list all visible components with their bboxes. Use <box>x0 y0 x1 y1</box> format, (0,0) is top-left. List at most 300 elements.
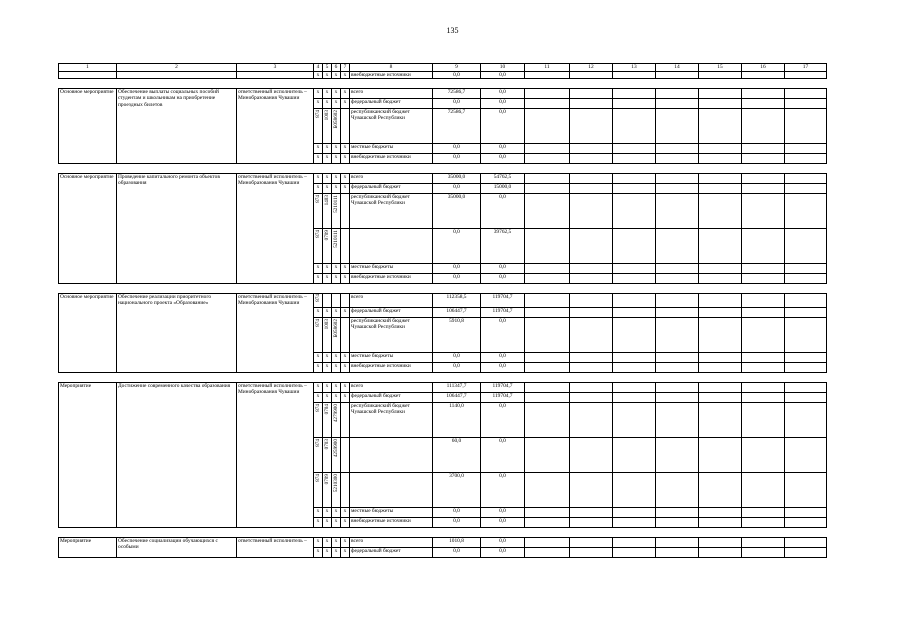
code-x: х <box>323 174 332 184</box>
empty-cell <box>332 294 341 308</box>
empty-cell <box>613 548 656 558</box>
code-x: х <box>323 99 332 109</box>
empty-cell <box>656 353 699 363</box>
funding-source: федеральный бюджет <box>350 308 433 318</box>
code-x: х <box>341 72 350 79</box>
code-x: х <box>323 184 332 194</box>
value-col9: 0,0 <box>433 548 481 558</box>
empty-cell <box>570 403 613 438</box>
value-col9: 0,0 <box>433 144 481 154</box>
empty-cell <box>613 99 656 109</box>
empty-cell <box>525 89 570 99</box>
value-col10: 0,0 <box>481 99 525 109</box>
empty-cell <box>570 109 613 144</box>
empty-cell <box>699 109 742 144</box>
budget-code-cell <box>323 318 332 353</box>
budget-code-cell <box>314 403 323 438</box>
empty-cell <box>570 393 613 403</box>
column-header: 16 <box>742 64 785 72</box>
empty-cell <box>613 229 656 264</box>
empty-cell <box>785 264 827 274</box>
code-x: х <box>323 538 332 548</box>
empty-cell <box>613 403 656 438</box>
funding-source: федеральный бюджет <box>350 548 433 558</box>
funding-source: всего <box>350 294 433 308</box>
empty-cell <box>570 438 613 473</box>
code-x: х <box>332 99 341 109</box>
value-col10: 39762,5 <box>481 229 525 264</box>
code-x: х <box>314 548 323 558</box>
empty-cell <box>699 363 742 373</box>
column-header: 4 <box>314 64 323 72</box>
code-x: х <box>332 508 341 518</box>
column-header: 6 <box>332 64 341 72</box>
empty-cell <box>742 264 785 274</box>
empty-cell <box>699 89 742 99</box>
empty-cell <box>525 294 570 308</box>
value-col10: 0,0 <box>481 403 525 438</box>
empty-cell <box>742 294 785 308</box>
value-col9: 1140,0 <box>433 403 481 438</box>
event-type: Мероприятие <box>59 538 117 558</box>
spacer-cell <box>59 528 827 538</box>
empty-cell <box>613 194 656 229</box>
empty-cell <box>613 72 656 79</box>
code-x: х <box>341 518 350 528</box>
budget-code-cell <box>314 473 323 508</box>
empty-cell <box>613 89 656 99</box>
budget-code-cell <box>332 229 341 264</box>
empty-cell <box>570 194 613 229</box>
empty-cell <box>742 363 785 373</box>
budget-code-cell <box>314 229 323 264</box>
value-col10: 0,0 <box>481 353 525 363</box>
empty-cell <box>570 518 613 528</box>
empty-cell <box>656 393 699 403</box>
empty-cell <box>742 184 785 194</box>
spacer-cell <box>59 79 827 89</box>
empty-cell <box>341 403 350 438</box>
funding-source: всего <box>350 383 433 393</box>
empty-cell <box>570 538 613 548</box>
code-x: х <box>341 184 350 194</box>
empty-cell <box>785 518 827 528</box>
empty-cell <box>699 154 742 164</box>
empty-cell <box>699 308 742 318</box>
empty-cell <box>656 264 699 274</box>
empty-cell <box>613 184 656 194</box>
empty-cell <box>656 548 699 558</box>
funding-source: местные бюджеты <box>350 353 433 363</box>
empty-cell <box>785 274 827 284</box>
empty-cell <box>117 72 237 79</box>
empty-cell <box>785 393 827 403</box>
empty-cell <box>699 383 742 393</box>
value-col9: 111347,7 <box>433 383 481 393</box>
value-col10: 0,0 <box>481 109 525 144</box>
code-x: х <box>341 538 350 548</box>
funding-source: республиканский бюджет Чувашской Республики <box>350 194 433 229</box>
table-row <box>59 89 827 99</box>
value-col10: 0,0 <box>481 264 525 274</box>
code-x: х <box>323 363 332 373</box>
budget-code: 4279900 <box>332 404 339 423</box>
budget-code-cell <box>314 438 323 473</box>
empty-cell <box>570 229 613 264</box>
column-header: 8 <box>350 64 433 72</box>
funding-source: местные бюджеты <box>350 508 433 518</box>
budget-code-cell <box>332 194 341 229</box>
value-col10: 54762,5 <box>481 174 525 184</box>
empty-cell <box>785 194 827 229</box>
empty-cell <box>656 194 699 229</box>
budget-code-cell <box>332 109 341 144</box>
empty-cell <box>323 294 332 308</box>
empty-cell <box>785 229 827 264</box>
code-x: х <box>314 99 323 109</box>
empty-cell <box>570 274 613 284</box>
empty-cell <box>613 154 656 164</box>
value-col9: 35000,0 <box>433 194 481 229</box>
code-x: х <box>323 393 332 403</box>
value-col10: 0,0 <box>481 72 525 79</box>
table-row <box>59 72 827 79</box>
value-col10: 119704,7 <box>481 308 525 318</box>
funding-source: местные бюджеты <box>350 264 433 274</box>
empty-cell <box>785 174 827 184</box>
empty-cell <box>742 518 785 528</box>
empty-cell <box>742 99 785 109</box>
code-x: х <box>323 518 332 528</box>
code-x: х <box>323 144 332 154</box>
table-row <box>59 538 827 548</box>
code-x: х <box>323 353 332 363</box>
empty-cell <box>613 294 656 308</box>
empty-cell <box>742 194 785 229</box>
value-col9: 106447,7 <box>433 308 481 318</box>
code-x: х <box>332 518 341 528</box>
budget-code-cell <box>332 403 341 438</box>
budget-code-cell <box>323 194 332 229</box>
empty-cell <box>570 308 613 318</box>
value-col9: 0,0 <box>433 154 481 164</box>
spacer-cell <box>59 373 827 383</box>
budget-code: Б058602 <box>332 110 339 129</box>
funding-source: внебюджетные источники <box>350 154 433 164</box>
empty-cell <box>525 99 570 109</box>
empty-cell <box>699 194 742 229</box>
funding-source <box>350 438 433 473</box>
empty-cell <box>341 318 350 353</box>
empty-cell <box>699 393 742 403</box>
value-col9: 60,0 <box>433 438 481 473</box>
empty-cell <box>785 318 827 353</box>
budget-code: 874 <box>314 230 321 238</box>
value-col10: 0,0 <box>481 144 525 154</box>
empty-cell <box>742 229 785 264</box>
empty-cell <box>570 72 613 79</box>
value-col9: 0,0 <box>433 229 481 264</box>
value-col9: 0,0 <box>433 353 481 363</box>
empty-cell <box>742 393 785 403</box>
budget-table <box>58 63 827 558</box>
spacer-cell <box>59 284 827 294</box>
code-x: х <box>341 353 350 363</box>
empty-cell <box>656 294 699 308</box>
budget-code: 874 <box>314 439 321 447</box>
empty-cell <box>699 184 742 194</box>
empty-cell <box>613 538 656 548</box>
empty-cell <box>785 548 827 558</box>
empty-cell <box>570 363 613 373</box>
budget-code-cell <box>323 403 332 438</box>
empty-cell <box>341 109 350 144</box>
code-x: х <box>332 144 341 154</box>
code-x: х <box>332 184 341 194</box>
empty-cell <box>785 508 827 518</box>
empty-cell <box>785 538 827 548</box>
funding-source: внебюджетные источники <box>350 363 433 373</box>
empty-cell <box>699 144 742 154</box>
value-col10: 0,0 <box>481 518 525 528</box>
empty-cell <box>525 353 570 363</box>
empty-cell <box>656 144 699 154</box>
code-x: х <box>332 274 341 284</box>
value-col10: 15000,0 <box>481 184 525 194</box>
empty-cell <box>656 154 699 164</box>
executor: ответственный исполнитель – Минобразования Чувашии <box>237 89 314 164</box>
empty-cell <box>570 548 613 558</box>
empty-cell <box>785 154 827 164</box>
funding-source: федеральный бюджет <box>350 393 433 403</box>
empty-cell <box>742 274 785 284</box>
column-header: 14 <box>656 64 699 72</box>
value-col9: 3700,0 <box>433 473 481 508</box>
event-name: Обеспечение реализации приоритетного национального проекта «Образование» <box>117 294 237 373</box>
budget-code: 5210111 <box>332 195 339 213</box>
empty-cell <box>699 473 742 508</box>
code-x: х <box>341 274 350 284</box>
empty-cell <box>525 174 570 184</box>
value-col9: 0,0 <box>433 508 481 518</box>
code-x: х <box>341 308 350 318</box>
value-col9: 112358,5 <box>433 294 481 308</box>
code-x: х <box>332 383 341 393</box>
empty-cell <box>785 383 827 393</box>
empty-cell <box>613 353 656 363</box>
empty-cell <box>742 508 785 518</box>
code-x: х <box>332 363 341 373</box>
empty-cell <box>656 538 699 548</box>
empty-cell <box>656 99 699 109</box>
executor: ответственный исполнитель – Минобразования Чувашии <box>237 383 314 528</box>
code-x: х <box>341 383 350 393</box>
funding-source: внебюджетные источники <box>350 518 433 528</box>
empty-cell <box>525 109 570 144</box>
funding-source <box>350 473 433 508</box>
empty-cell <box>699 174 742 184</box>
column-header: 10 <box>481 64 525 72</box>
value-col9: 0,0 <box>433 518 481 528</box>
empty-cell <box>785 99 827 109</box>
empty-cell <box>656 109 699 144</box>
code-x: х <box>341 548 350 558</box>
budget-code: 874 <box>314 404 321 412</box>
column-header: 13 <box>613 64 656 72</box>
code-x: х <box>314 383 323 393</box>
empty-cell <box>699 518 742 528</box>
funding-source: федеральный бюджет <box>350 99 433 109</box>
value-col10: 0,0 <box>481 154 525 164</box>
empty-cell <box>613 508 656 518</box>
budget-code-cell <box>314 194 323 229</box>
value-col9: 0,0 <box>433 363 481 373</box>
budget-code: 0709 <box>323 230 330 241</box>
code-x: х <box>314 72 323 79</box>
empty-cell <box>613 383 656 393</box>
code-x: х <box>341 154 350 164</box>
spacer-row <box>59 164 827 174</box>
code-x: х <box>332 174 341 184</box>
empty-cell <box>785 438 827 473</box>
empty-cell <box>525 473 570 508</box>
funding-source: всего <box>350 89 433 99</box>
code-x: х <box>314 184 323 194</box>
empty-cell <box>525 72 570 79</box>
empty-cell <box>785 89 827 99</box>
value-col10: 0,0 <box>481 508 525 518</box>
event-name: Достижение современного качества образования <box>117 383 237 528</box>
empty-cell <box>525 363 570 373</box>
funding-source <box>350 229 433 264</box>
budget-code: 0703 <box>323 439 330 450</box>
header-row <box>59 64 827 72</box>
value-col9: 0,0 <box>433 184 481 194</box>
empty-cell <box>742 89 785 99</box>
code-x: х <box>341 144 350 154</box>
empty-cell <box>570 99 613 109</box>
budget-code-cell <box>332 438 341 473</box>
spacer-row <box>59 528 827 538</box>
funding-source: всего <box>350 538 433 548</box>
code-x: х <box>341 89 350 99</box>
empty-cell <box>525 274 570 284</box>
value-col10: 0,0 <box>481 318 525 353</box>
budget-code: 874 <box>314 319 321 327</box>
code-x: х <box>332 393 341 403</box>
table-row <box>59 174 827 184</box>
event-type: Основное мероприятие <box>59 174 117 284</box>
value-col10: 119704,7 <box>481 393 525 403</box>
event-name: Обеспечение социализации обучающихся с особыми <box>117 538 237 558</box>
empty-cell <box>341 294 350 308</box>
value-col10: 0,0 <box>481 438 525 473</box>
empty-cell <box>742 154 785 164</box>
spacer-cell <box>59 164 827 174</box>
event-name: Проведение капитального ремонта объектов образования <box>117 174 237 284</box>
code-x: х <box>332 308 341 318</box>
code-x: х <box>341 264 350 274</box>
code-x: х <box>323 89 332 99</box>
empty-cell <box>699 508 742 518</box>
event-name: Обеспечение выплаты социальных пособий студентам и школьникам на приобретение проездных билетов <box>117 89 237 164</box>
code-x: х <box>323 264 332 274</box>
empty-cell <box>613 438 656 473</box>
spacer-row <box>59 373 827 383</box>
value-col9: 72586,7 <box>433 109 481 144</box>
budget-code: 1003 <box>323 319 330 330</box>
empty-cell <box>570 318 613 353</box>
column-header: 1 <box>59 64 117 72</box>
empty-cell <box>656 72 699 79</box>
empty-cell <box>525 229 570 264</box>
budget-code: 5210111 <box>332 230 339 248</box>
budget-code-cell <box>332 473 341 508</box>
spacer-row <box>59 79 827 89</box>
empty-cell <box>570 154 613 164</box>
empty-cell <box>525 508 570 518</box>
empty-cell <box>570 353 613 363</box>
empty-cell <box>742 353 785 363</box>
empty-cell <box>699 438 742 473</box>
empty-cell <box>570 89 613 99</box>
column-header: 9 <box>433 64 481 72</box>
value-col9: 0,0 <box>433 72 481 79</box>
code-x: х <box>314 174 323 184</box>
empty-cell <box>525 538 570 548</box>
code-x: х <box>314 274 323 284</box>
code-x: х <box>314 353 323 363</box>
column-header: 11 <box>525 64 570 72</box>
empty-cell <box>525 318 570 353</box>
empty-cell <box>525 144 570 154</box>
empty-cell <box>613 518 656 528</box>
value-col10: 0,0 <box>481 538 525 548</box>
empty-cell <box>570 294 613 308</box>
budget-code: 874 <box>314 110 321 118</box>
code-x: х <box>332 72 341 79</box>
value-col10: 119704,7 <box>481 294 525 308</box>
empty-cell <box>742 308 785 318</box>
code-x: х <box>323 308 332 318</box>
executor: ответственный исполнитель – <box>237 538 314 558</box>
code-x: х <box>314 393 323 403</box>
empty-cell <box>570 473 613 508</box>
code-x: х <box>332 353 341 363</box>
empty-cell <box>525 518 570 528</box>
code-x: х <box>314 538 323 548</box>
empty-cell <box>525 438 570 473</box>
value-col10: 0,0 <box>481 363 525 373</box>
value-col9: 106447,7 <box>433 393 481 403</box>
code-x: х <box>314 308 323 318</box>
empty-cell <box>525 403 570 438</box>
empty-cell <box>656 174 699 184</box>
empty-cell <box>341 438 350 473</box>
empty-cell <box>525 393 570 403</box>
budget-code: 874 <box>315 294 321 302</box>
column-header: 5 <box>323 64 332 72</box>
empty-cell <box>699 353 742 363</box>
empty-cell <box>525 548 570 558</box>
empty-cell <box>570 184 613 194</box>
empty-cell <box>785 72 827 79</box>
executor: ответственный исполнитель – Минобразования Чувашии <box>237 174 314 284</box>
empty-cell <box>613 264 656 274</box>
column-header: 7 <box>341 64 350 72</box>
value-col9: 72586,7 <box>433 89 481 99</box>
code-x: х <box>332 548 341 558</box>
